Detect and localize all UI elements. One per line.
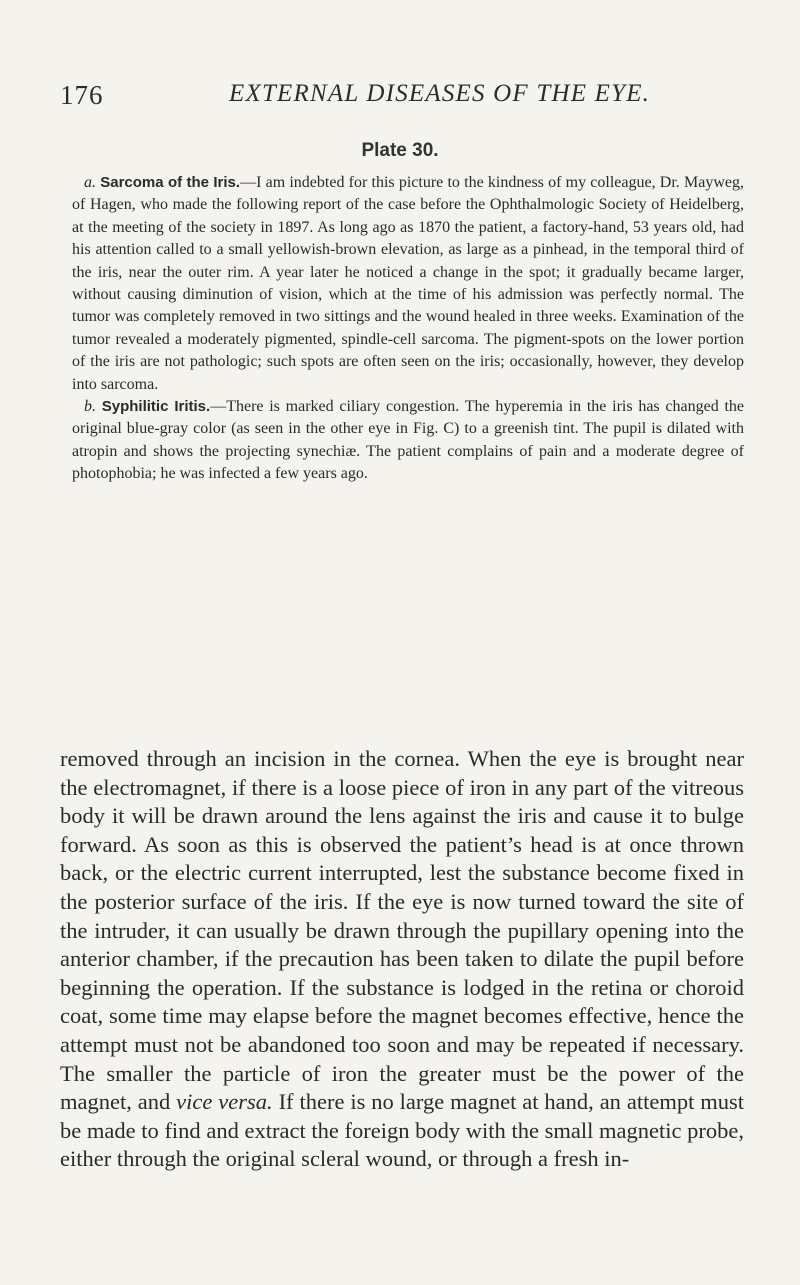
body-text-part2: If there is no large magnet at hand, an attempt must be made to find and extract the foreign body with the small magnetic probe, either through the original scleral wound, or through a fresh in- (60, 1089, 744, 1172)
plate-entry-a (72, 172, 744, 396)
plate-title: Plate 30. (361, 140, 439, 161)
entry-text: —I am indebted for this picture to the kindness of my colleague, Dr. Mayweg, of Hagen, who made the following report of the case before the Ophthalmologic Society of Heidelberg, at the meeting of the society in 1897. As long ago as 1870 the patient, a factory-hand, 53 years old, had his attention called to a small yellowish-brown elevation, as large as a pinhead, in the temporal third of the iris, near the outer rim. A year later he noticed a change in the spot; it gradually became larger, without causing diminution of vision, which at the time of his admission was perfectly normal. The tumor was completely removed in two sittings and the wound healed in three weeks. Examination of the tumor revealed a moderately pigmented, spindle-cell sarcoma. The pigment-spots on the lower portion of the iris are not pathologic; such spots are often seen on the iris; occasionally, however, they develop into sarcoma. (72, 174, 744, 393)
plate-description (72, 172, 744, 486)
body-text-part1: removed through an incision in the cornea. When the eye is brought near the electromagnet, if there is a loose piece of iron in any part of the vitreous body it will be drawn around the lens against the iris and cause it to bulge forward. As soon as this is observed the patient’s head is at once thrown back, or the electric current interrupted, lest the substance become fixed in the posterior surface of the iris. If the eye is now turned toward the site of the intruder, it can usually be drawn through the pupillary opening into the anterior chamber, if the precaution has been taken to dilate the pupil before beginning the operation. If the substance is lodged in the retina or choroid coat, some time may elapse before the magnet becomes effective, hence the attempt must not be abandoned too soon and may be repeated if necessary. The smaller the particle of iron the greater must be the power of the magnet, and (60, 746, 744, 1115)
entry-heading: Syphilitic Iritis. (101, 398, 211, 416)
running-title: EXTERNAL DISEASES OF THE EYE. (229, 80, 651, 107)
running-head (60, 80, 780, 120)
entry-heading: Sarcoma of the Iris. (100, 174, 241, 191)
page-number: 176 (60, 80, 104, 110)
body-paragraph (60, 745, 744, 1174)
body-text (60, 745, 744, 1174)
entry-text: —There is marked ciliary congestion. The hyperemia in the iris has changed the original blue-gray color (as seen in the other eye in Fig. C) to a greenish tint. The pupil is dilated with atropin and shows the projecting synechiæ. The patient complains of pain and a moderate degree of photophobia; he was infected a few years ago. (72, 398, 744, 483)
entry-letter: a. (84, 174, 96, 191)
entry-letter: b. (84, 398, 96, 416)
body-text-italic: vice versa. (176, 1089, 273, 1115)
plate-entry-b (72, 396, 744, 486)
